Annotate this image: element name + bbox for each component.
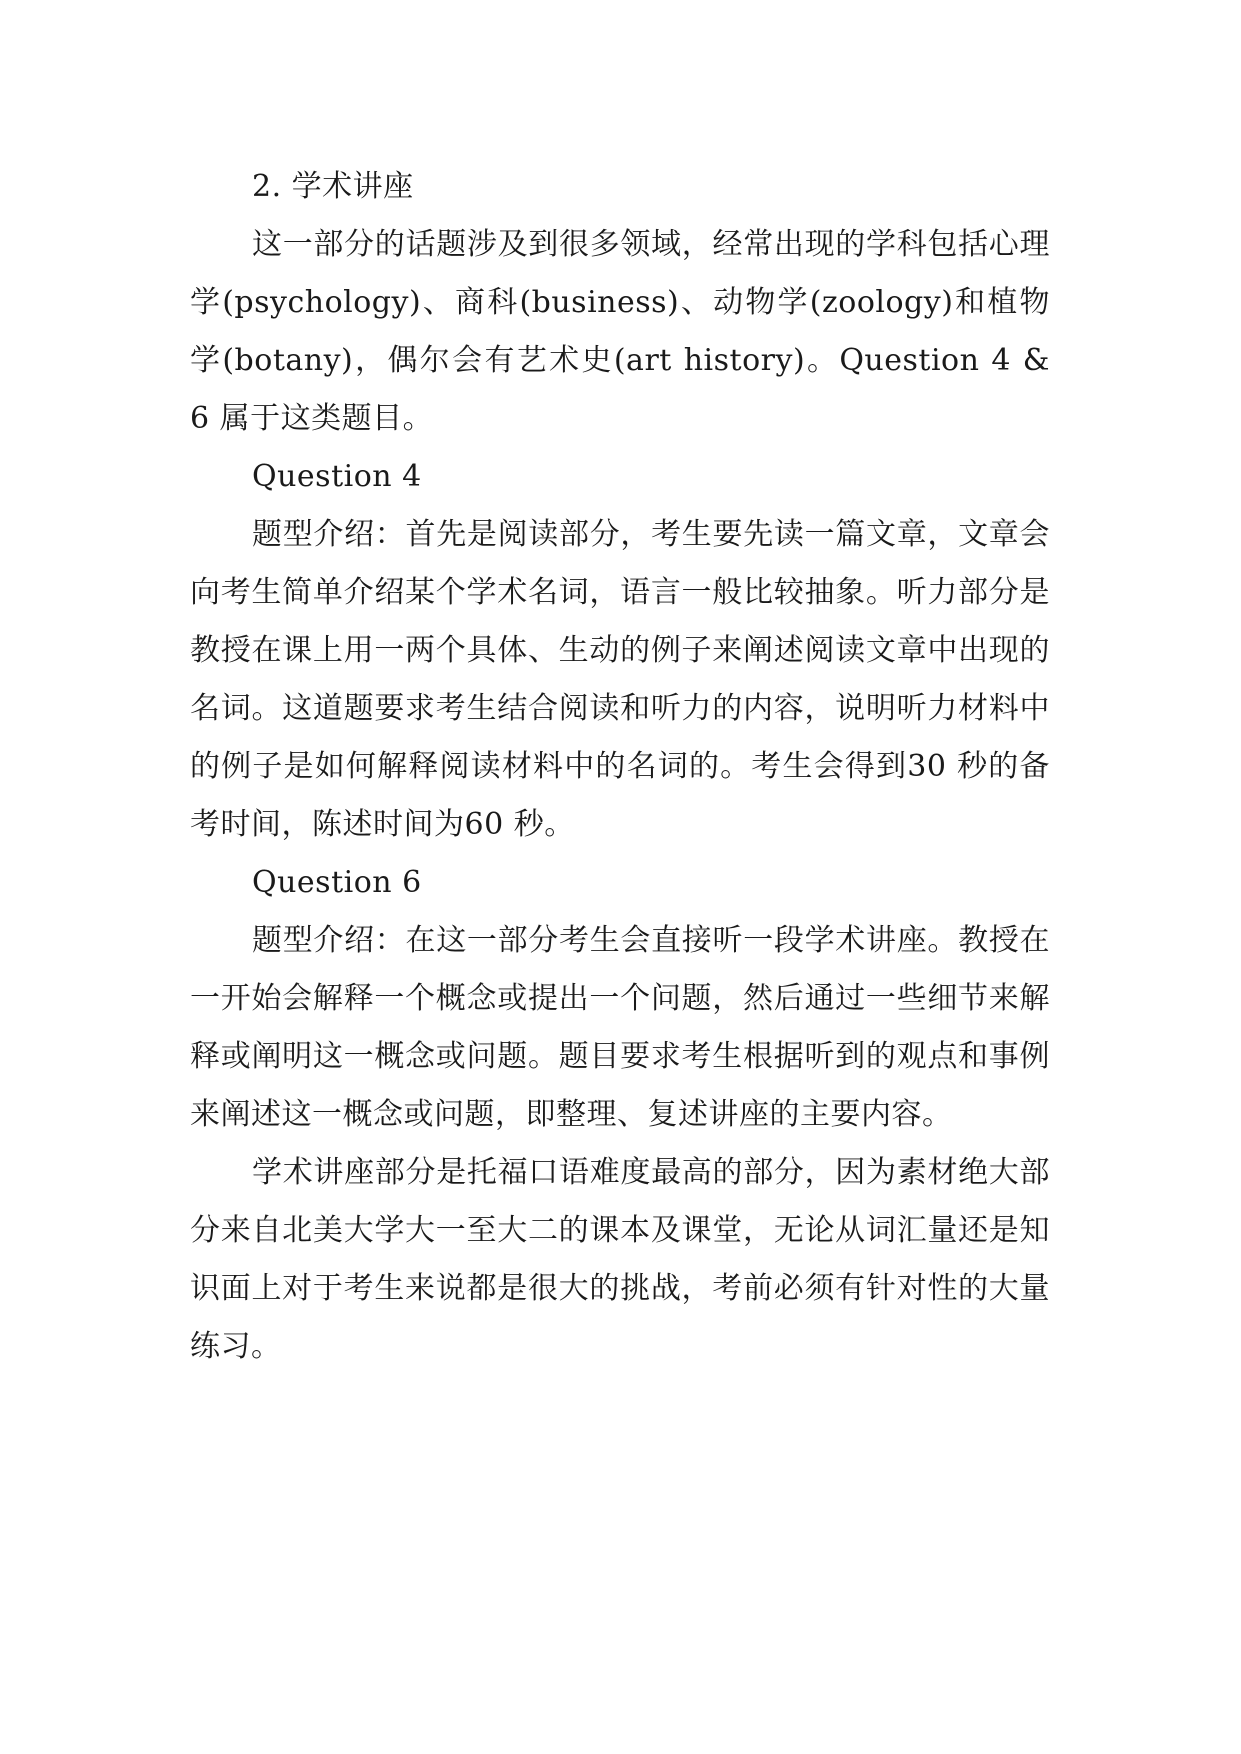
section-title: 2. 学术讲座: [252, 169, 414, 204]
question-6-description: 题型介绍：在这一部分考生会直接听一段学术讲座。教授在一开始会解释一个概念或提出一个问题，然后通过一些细节来解释或阐明这一概念或问题。题目要求考生根据听到的观点和事例来阐述这一概念或问题，即整理、复述讲座的主要内容。: [190, 923, 1050, 1132]
question-6-heading: Question 6: [252, 865, 422, 900]
intro-paragraph: 这一部分的话题涉及到很多领域，经常出现的学科包括心理学(psychology)、商科(business)、动物学(zoology)和植物学(botany)，偶尔会有艺术史(art history)。Question 4 & 6 属于这类题目。: [190, 227, 1050, 436]
question-4-description: 题型介绍：首先是阅读部分，考生要先读一篇文章，文章会向考生简单介绍某个学术名词，语言一般比较抽象。听力部分是教授在课上用一两个具体、生动的例子来阐述阅读文章中出现的名词。这道题要求考生结合阅读和听力的内容，说明听力材料中的例子是如何解释阅读材料中的名词的。考生会得到30 秒的备考时间，陈述时间为60 秒。: [190, 517, 1050, 842]
conclusion-paragraph: 学术讲座部分是托福口语难度最高的部分，因为素材绝大部分来自北美大学大一至大二的课本及课堂，无论从词汇量还是知识面上对于考生来说都是很大的挑战，考前必须有针对性的大量练习。: [190, 1155, 1050, 1364]
document-body: [190, 158, 1050, 1376]
question-4-heading: Question 4: [252, 459, 422, 494]
